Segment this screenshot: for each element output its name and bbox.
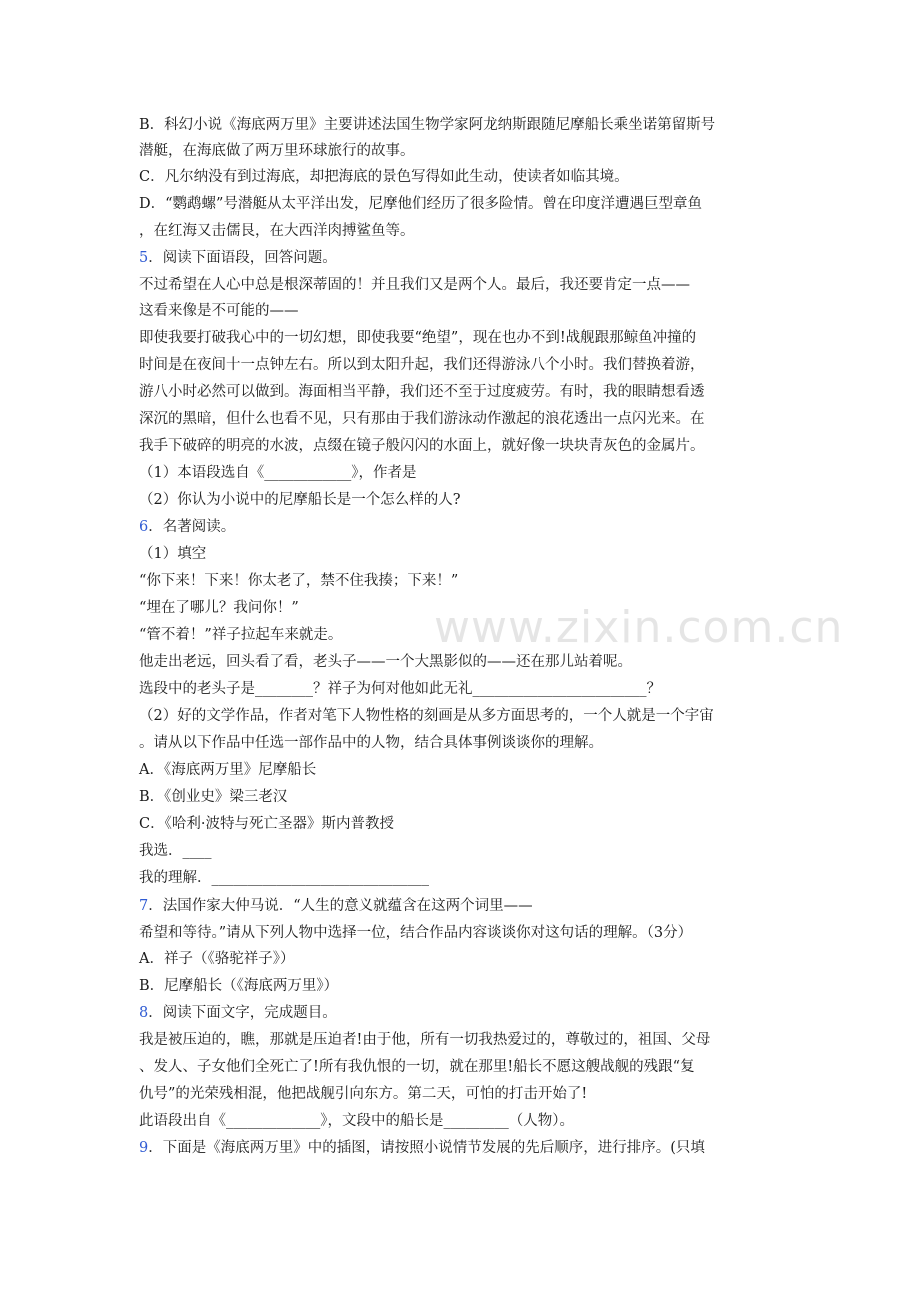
text-line	[139, 624, 789, 646]
line-text: “你下来！下来！你太老了，禁不住我揍；下来！”	[139, 573, 459, 589]
text-line	[139, 1029, 789, 1051]
text-line	[139, 300, 789, 322]
question-header	[139, 1002, 789, 1024]
line-text: A．《海底两万里》尼摩船长	[139, 762, 317, 778]
text-line	[139, 922, 789, 944]
text-line	[139, 274, 789, 296]
text-line	[139, 381, 789, 403]
text-line	[139, 732, 789, 754]
line-text: 游八小时必然可以做到。海面相当平静，我们还不至于过度疲劳。有时，我的眼睛想看透	[139, 384, 705, 400]
line-text: （2）你认为小说中的尼摩船长是一个怎么样的人?	[139, 492, 461, 508]
line-text: 时间是在夜间十一点钟左右。所以到太阳升起，我们还得游泳八个小时。我们替换着游，	[139, 357, 705, 373]
text-line	[139, 840, 789, 862]
line-text: 不过希望在人心中总是根深蒂固的！并且我们又是两个人。最后，我还要肯定一点——	[139, 277, 690, 293]
text-line	[139, 193, 789, 215]
text-line	[139, 543, 789, 565]
question-number: 8	[139, 1005, 149, 1021]
line-text: （2）好的文学作品，作者对笔下人物性格的刻画是从多方面思考的，一个人就是一个宇宙	[139, 708, 714, 724]
text-line	[139, 327, 789, 349]
question-number: 9	[139, 1140, 149, 1156]
line-text: 我的理解．______________________________	[139, 870, 429, 886]
line-text: 我是被压迫的，瞧，那就是压迫者!由于他，所有一切我热爱过的，尊敬过的，祖国、父母	[139, 1032, 711, 1048]
line-text: ．下面是《海底两万里》中的插图，请按照小说情节发展的先后顺序，进行排序。(只填	[148, 1140, 705, 1156]
text-line	[139, 1110, 789, 1132]
text-line	[139, 1083, 789, 1105]
question-header	[139, 247, 789, 269]
line-text: ．阅读下面文字，完成题目。	[148, 1005, 337, 1021]
line-text: （1）本语段选自《____________》，作者是	[139, 465, 417, 481]
line-text: 我选．____	[139, 843, 212, 859]
line-text: A．祥子（《骆驼祥子》）	[139, 951, 295, 967]
text-line	[139, 140, 789, 162]
question-header	[139, 516, 789, 538]
question-number: 5	[139, 250, 149, 266]
line-text: ．法国作家大仲马说．“人生的意义就蕴含在这两个词里——	[148, 898, 533, 914]
line-text: D．“鹦鹉螺”号潜艇从太平洋出发，尼摩他们经历了很多险情。曾在印度洋遭遇巨型章鱼	[139, 196, 702, 212]
text-line	[139, 166, 789, 188]
question-header	[139, 895, 789, 917]
line-text: 潜艇，在海底做了两万里环球旅行的故事。	[139, 143, 415, 159]
line-text: 这看来像是不可能的——	[139, 303, 299, 319]
text-line	[139, 597, 789, 619]
line-text: “管不着！”祥子拉起车来就走。	[139, 627, 343, 643]
line-text: 即使我要打破我心中的一切幻想，即使我要“绝望”，现在也办不到!战舰跟那鲸鱼冲撞的	[139, 330, 697, 346]
line-text: 。请从以下作品中任选一部作品中的人物，结合具体事例谈谈你的理解。	[139, 735, 603, 751]
line-text: 深沉的黑暗，但什么也看不见，只有那由于我们游泳动作激起的浪花透出一点闪光来。在	[139, 411, 705, 427]
text-line	[139, 1056, 789, 1078]
line-text: 、发人、子女他们全死亡了!所有我仇恨的一切，就在那里!船长不愿这艘战舰的残跟“复	[139, 1059, 695, 1075]
line-text: 希望和等待。”请从下列人物中选择一位，结合作品内容谈谈你对这句话的理解。（3分）	[139, 925, 693, 941]
text-line	[139, 354, 789, 376]
text-line	[139, 570, 789, 592]
text-line	[139, 462, 789, 484]
line-text: 选段中的老头子是________？祥子为何对他如此无礼________________________？	[139, 681, 661, 697]
line-text: C．凡尔纳没有到过海底，却把海底的景色写得如此生动，使读者如临其境。	[139, 169, 629, 185]
line-text: 我手下破碎的明亮的水波，点缀在镜子般闪闪的水面上，就好像一块块青灰色的金属片。	[139, 438, 705, 454]
question-number: 7	[139, 898, 149, 914]
line-text: （1）填空	[139, 546, 207, 562]
line-text: ．名著阅读。	[148, 519, 236, 535]
line-text: 仇号”的光荣残相混，他把战舰引向东方。第二天，可怕的打击开始了!	[139, 1086, 588, 1102]
text-line	[139, 759, 789, 781]
text-line	[139, 678, 789, 700]
line-text: “埋在了哪儿？我问你！”	[139, 600, 299, 616]
text-line	[139, 948, 789, 970]
line-text: ，在红海又击儒艮，在大西洋肉搏鲨鱼等。	[139, 223, 415, 239]
question-header	[139, 1137, 789, 1159]
text-line	[139, 114, 789, 136]
text-line	[139, 220, 789, 242]
line-text: B．尼摩船长（《海底两万里》）	[139, 978, 339, 994]
text-line	[139, 975, 789, 997]
line-text: C．《哈利·波特与死亡圣器》斯内普教授	[139, 816, 394, 832]
text-line	[139, 435, 789, 457]
text-line	[139, 786, 789, 808]
text-line	[139, 705, 789, 727]
text-line	[139, 867, 789, 889]
question-number: 6	[139, 519, 149, 535]
line-text: B．科幻小说《海底两万里》主要讲述法国生物学家阿龙纳斯跟随尼摩船长乘坐诺第留斯号	[139, 117, 716, 133]
text-line	[139, 651, 789, 673]
watermark: www.zixin.com.cn	[434, 602, 844, 653]
line-text: ．阅读下面语段，回答问题。	[148, 250, 337, 266]
text-line	[139, 813, 789, 835]
line-text: B．《创业史》梁三老汉	[139, 789, 288, 805]
line-text: 此语段出自《_____________》，文段中的船长是_________（人物）。	[139, 1113, 574, 1129]
line-text: 他走出老远，回头看了看，老头子——一个大黑影似的——还在那儿站着呢。	[139, 654, 632, 670]
text-line	[139, 408, 789, 430]
text-line	[139, 489, 789, 511]
